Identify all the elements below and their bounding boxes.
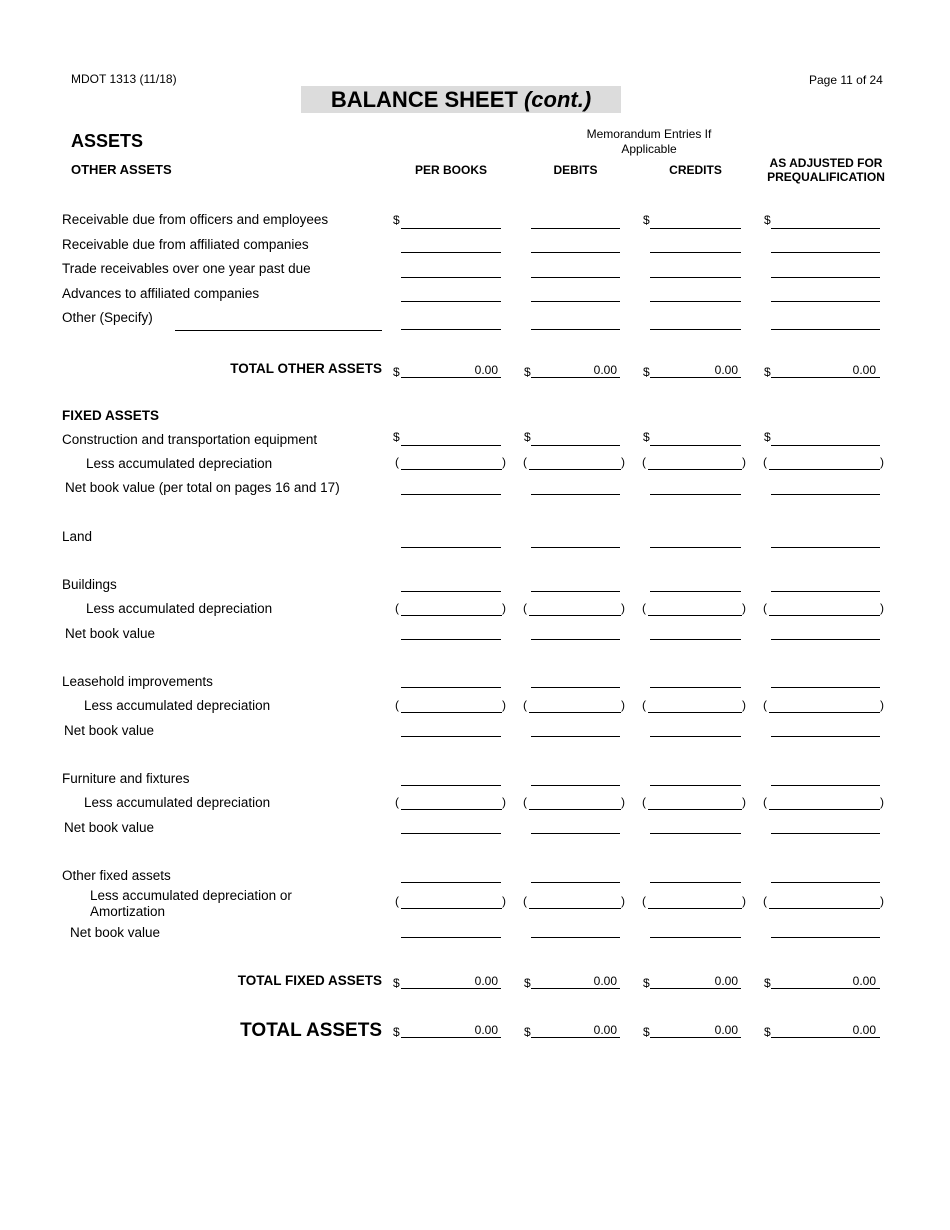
total-fixed-assets-credits-field[interactable]: 0.00 (650, 973, 741, 989)
other-fixed-net-book-debits-field[interactable] (531, 922, 620, 938)
buildings-depreciation-per-books-field[interactable] (401, 600, 502, 616)
receivable-affiliated-adjusted-field[interactable] (771, 237, 880, 253)
page-title (301, 86, 621, 113)
paren-close: ) (502, 455, 506, 469)
paren-close: ) (621, 601, 625, 615)
other-fixed-depreciation-adjusted-field[interactable] (769, 893, 880, 909)
label-other-fixed: Other fixed assets (62, 868, 171, 883)
paren-close: ) (742, 698, 746, 712)
dollar-sign: $ (764, 976, 771, 990)
page-number: Page 11 of 24 (809, 73, 883, 87)
dollar-sign: $ (393, 365, 400, 379)
label-trade-receivables: Trade receivables over one year past due (62, 261, 311, 276)
furniture-depreciation-credits-field[interactable] (648, 794, 742, 810)
label-less-depr-amort-2: Amortization (90, 904, 166, 919)
paren-open: ( (763, 601, 767, 615)
advances-affiliated-adjusted-field[interactable] (771, 286, 880, 302)
other-specify-input[interactable] (175, 315, 382, 331)
dollar-sign: $ (764, 213, 771, 227)
title-main: BALANCE SHEET (330, 87, 524, 112)
paren-close: ) (880, 455, 884, 469)
paren-open: ( (642, 894, 646, 908)
label-receivable-officers: Receivable due from officers and employees (62, 212, 329, 227)
col-per-books: PER BOOKS (414, 163, 487, 177)
paren-open: ( (523, 795, 527, 809)
trade-receivables-debits-field[interactable] (531, 262, 620, 278)
paren-open: ( (763, 894, 767, 908)
construction-depreciation-per-books-field[interactable] (401, 454, 502, 470)
other-fixed-net-book-per-books-field[interactable] (401, 922, 501, 938)
land-debits-field[interactable] (531, 532, 620, 548)
construction-equipment-per-books-field[interactable] (401, 430, 501, 446)
buildings-depreciation-debits-field[interactable] (529, 600, 621, 616)
title-cont: (cont.) (523, 87, 592, 112)
paren-close: ) (502, 698, 506, 712)
construction-net-book-per-books-field[interactable] (401, 479, 501, 495)
label-less-depreciation: Less accumulated depreciation (86, 601, 273, 616)
advances-affiliated-per-books-field[interactable] (401, 286, 501, 302)
buildings-per-books-field[interactable] (401, 576, 501, 592)
label-less-depreciation: Less accumulated depreciation (84, 698, 271, 713)
receivable-affiliated-per-books-field[interactable] (401, 237, 501, 253)
leasehold-per-books-field[interactable] (401, 672, 501, 688)
paren-open: ( (523, 894, 527, 908)
other-specify-credits-field[interactable] (650, 314, 741, 330)
total-assets-debits-field[interactable]: 0.00 (531, 1022, 620, 1038)
paren-close: ) (621, 698, 625, 712)
dollar-sign: $ (393, 976, 400, 990)
leasehold-adjusted-field[interactable] (771, 672, 880, 688)
col-debits: DEBITS (553, 163, 598, 177)
leasehold-net-book-credits-field[interactable] (650, 721, 741, 737)
other-fixed-depreciation-per-books-field[interactable] (401, 893, 502, 909)
paren-open: ( (642, 601, 646, 615)
paren-close: ) (880, 894, 884, 908)
receivable-affiliated-debits-field[interactable] (531, 237, 620, 253)
fixed-assets-heading: FIXED ASSETS (62, 408, 160, 423)
paren-close: ) (502, 601, 506, 615)
paren-open: ( (395, 455, 399, 469)
other-fixed-depreciation-debits-field[interactable] (529, 893, 621, 909)
paren-close: ) (621, 894, 625, 908)
advances-affiliated-debits-field[interactable] (531, 286, 620, 302)
total-other-assets-per-books-field[interactable]: 0.00 (401, 362, 501, 378)
label-net-book: Net book value (64, 723, 155, 738)
paren-open: ( (642, 455, 646, 469)
other-fixed-debits-field[interactable] (531, 867, 620, 883)
leasehold-depreciation-credits-field[interactable] (648, 697, 742, 713)
dollar-sign: $ (393, 430, 400, 444)
memo-note: Memorandum Entries If Applicable (586, 127, 712, 156)
buildings-debits-field[interactable] (531, 576, 620, 592)
buildings-net-book-per-books-field[interactable] (401, 624, 501, 640)
label-receivable-affiliated: Receivable due from affiliated companies (62, 237, 309, 252)
receivable-officers-adjusted-field[interactable] (771, 213, 880, 229)
label-less-depreciation: Less accumulated depreciation (84, 795, 271, 810)
furniture-net-book-debits-field[interactable] (531, 818, 620, 834)
paren-close: ) (621, 455, 625, 469)
label-leasehold: Leasehold improvements (62, 674, 213, 689)
paren-open: ( (523, 455, 527, 469)
furniture-per-books-field[interactable] (401, 770, 501, 786)
paren-close: ) (621, 795, 625, 809)
leasehold-depreciation-debits-field[interactable] (529, 697, 621, 713)
land-credits-field[interactable] (650, 532, 741, 548)
other-fixed-adjusted-field[interactable] (771, 867, 880, 883)
paren-open: ( (763, 795, 767, 809)
furniture-adjusted-field[interactable] (771, 770, 880, 786)
other-assets-heading: OTHER ASSETS (71, 162, 172, 177)
paren-open: ( (763, 455, 767, 469)
dollar-sign: $ (643, 430, 650, 444)
label-construction-equipment: Construction and transportation equipment (62, 432, 318, 447)
label-other-specify: Other (Specify) (62, 310, 153, 325)
leasehold-net-book-adjusted-field[interactable] (771, 721, 880, 737)
label-furniture: Furniture and fixtures (62, 771, 190, 786)
furniture-net-book-adjusted-field[interactable] (771, 818, 880, 834)
paren-open: ( (395, 601, 399, 615)
dollar-sign: $ (393, 1025, 400, 1039)
land-per-books-field[interactable] (401, 532, 501, 548)
col-adjusted-line2: PREQUALIFICATION (767, 170, 885, 184)
total-assets-adjusted-field[interactable]: 0.00 (771, 1022, 880, 1038)
total-assets-credits-field[interactable]: 0.00 (650, 1022, 741, 1038)
advances-affiliated-credits-field[interactable] (650, 286, 741, 302)
label-net-book: Net book value (70, 925, 161, 940)
construction-depreciation-credits-field[interactable] (648, 454, 742, 470)
total-other-assets-credits-field[interactable]: 0.00 (650, 362, 741, 378)
receivable-officers-debits-field[interactable] (531, 213, 620, 229)
paren-close: ) (742, 601, 746, 615)
furniture-net-book-per-books-field[interactable] (401, 818, 501, 834)
paren-close: ) (502, 894, 506, 908)
furniture-depreciation-adjusted-field[interactable] (769, 794, 880, 810)
land-adjusted-field[interactable] (771, 532, 880, 548)
other-fixed-net-book-adjusted-field[interactable] (771, 922, 880, 938)
leasehold-depreciation-per-books-field[interactable] (401, 697, 502, 713)
paren-open: ( (523, 698, 527, 712)
dollar-sign: $ (764, 365, 771, 379)
dollar-sign: $ (524, 365, 531, 379)
receivable-affiliated-credits-field[interactable] (650, 237, 741, 253)
construction-depreciation-debits-field[interactable] (529, 454, 621, 470)
construction-net-book-debits-field[interactable] (531, 479, 620, 495)
label-less-depr-amort-1: Less accumulated depreciation or (90, 888, 292, 903)
paren-close: ) (880, 795, 884, 809)
paren-open: ( (642, 795, 646, 809)
other-fixed-depreciation-credits-field[interactable] (648, 893, 742, 909)
dollar-sign: $ (643, 1025, 650, 1039)
trade-receivables-per-books-field[interactable] (401, 262, 501, 278)
dollar-sign: $ (643, 365, 650, 379)
paren-close: ) (502, 795, 506, 809)
dollar-sign: $ (524, 430, 531, 444)
paren-close: ) (742, 795, 746, 809)
buildings-net-book-adjusted-field[interactable] (771, 624, 880, 640)
paren-close: ) (742, 455, 746, 469)
buildings-adjusted-field[interactable] (771, 576, 880, 592)
dollar-sign: $ (764, 430, 771, 444)
paren-close: ) (880, 698, 884, 712)
leasehold-debits-field[interactable] (531, 672, 620, 688)
label-land: Land (62, 529, 93, 544)
col-adjusted (756, 156, 896, 184)
total-fixed-assets-debits-field[interactable]: 0.00 (531, 973, 620, 989)
leasehold-net-book-per-books-field[interactable] (401, 721, 501, 737)
label-advances-affiliated: Advances to affiliated companies (62, 286, 260, 301)
paren-open: ( (642, 698, 646, 712)
label-total-other-assets: TOTAL OTHER ASSETS (230, 361, 382, 376)
other-fixed-net-book-credits-field[interactable] (650, 922, 741, 938)
dollar-sign: $ (393, 213, 400, 227)
total-other-assets-adjusted-field[interactable]: 0.00 (771, 362, 880, 378)
buildings-depreciation-adjusted-field[interactable] (769, 600, 880, 616)
dollar-sign: $ (643, 976, 650, 990)
col-adjusted-line1: AS ADJUSTED FOR (769, 156, 883, 170)
paren-open: ( (395, 698, 399, 712)
label-total-assets: TOTAL ASSETS (240, 1020, 382, 1041)
paren-open: ( (763, 698, 767, 712)
label-net-book: Net book value (64, 820, 155, 835)
assets-heading: ASSETS (71, 131, 144, 151)
leasehold-depreciation-adjusted-field[interactable] (769, 697, 880, 713)
receivable-officers-per-books-field[interactable] (401, 213, 501, 229)
total-other-assets-debits-field[interactable]: 0.00 (531, 362, 620, 378)
construction-net-book-credits-field[interactable] (650, 479, 741, 495)
other-specify-debits-field[interactable] (531, 314, 620, 330)
paren-open: ( (523, 601, 527, 615)
label-buildings: Buildings (62, 577, 117, 592)
paren-close: ) (742, 894, 746, 908)
other-specify-adjusted-field[interactable] (771, 314, 880, 330)
buildings-credits-field[interactable] (650, 576, 741, 592)
total-assets-per-books-field[interactable]: 0.00 (401, 1022, 501, 1038)
furniture-depreciation-debits-field[interactable] (529, 794, 621, 810)
furniture-depreciation-per-books-field[interactable] (401, 794, 502, 810)
trade-receivables-adjusted-field[interactable] (771, 262, 880, 278)
col-credits: CREDITS (669, 163, 722, 177)
furniture-credits-field[interactable] (650, 770, 741, 786)
form-id: MDOT 1313 (11/18) (71, 72, 177, 86)
label-total-fixed-assets: TOTAL FIXED ASSETS (237, 973, 382, 988)
dollar-sign: $ (524, 1025, 531, 1039)
construction-depreciation-adjusted-field[interactable] (769, 454, 880, 470)
receivable-officers-credits-field[interactable] (650, 213, 741, 229)
other-fixed-per-books-field[interactable] (401, 867, 501, 883)
construction-equipment-debits-field[interactable] (531, 430, 620, 446)
buildings-net-book-credits-field[interactable] (650, 624, 741, 640)
total-fixed-assets-per-books-field[interactable]: 0.00 (401, 973, 501, 989)
furniture-net-book-credits-field[interactable] (650, 818, 741, 834)
dollar-sign: $ (524, 976, 531, 990)
leasehold-credits-field[interactable] (650, 672, 741, 688)
label-net-book: Net book value (65, 626, 156, 641)
label-net-book-pages: Net book value (per total on pages 16 and 17) (65, 480, 340, 495)
leasehold-net-book-debits-field[interactable] (531, 721, 620, 737)
construction-equipment-adjusted-field[interactable] (771, 430, 880, 446)
dollar-sign: $ (643, 213, 650, 227)
construction-equipment-credits-field[interactable] (650, 430, 741, 446)
total-fixed-assets-adjusted-field[interactable]: 0.00 (771, 973, 880, 989)
label-less-depreciation: Less accumulated depreciation (86, 456, 273, 471)
other-specify-per-books-field[interactable] (401, 314, 501, 330)
paren-open: ( (395, 795, 399, 809)
other-fixed-credits-field[interactable] (650, 867, 741, 883)
furniture-debits-field[interactable] (531, 770, 620, 786)
dollar-sign: $ (764, 1025, 771, 1039)
buildings-depreciation-credits-field[interactable] (648, 600, 742, 616)
trade-receivables-credits-field[interactable] (650, 262, 741, 278)
buildings-net-book-debits-field[interactable] (531, 624, 620, 640)
construction-net-book-adjusted-field[interactable] (771, 479, 880, 495)
paren-close: ) (880, 601, 884, 615)
paren-open: ( (395, 894, 399, 908)
